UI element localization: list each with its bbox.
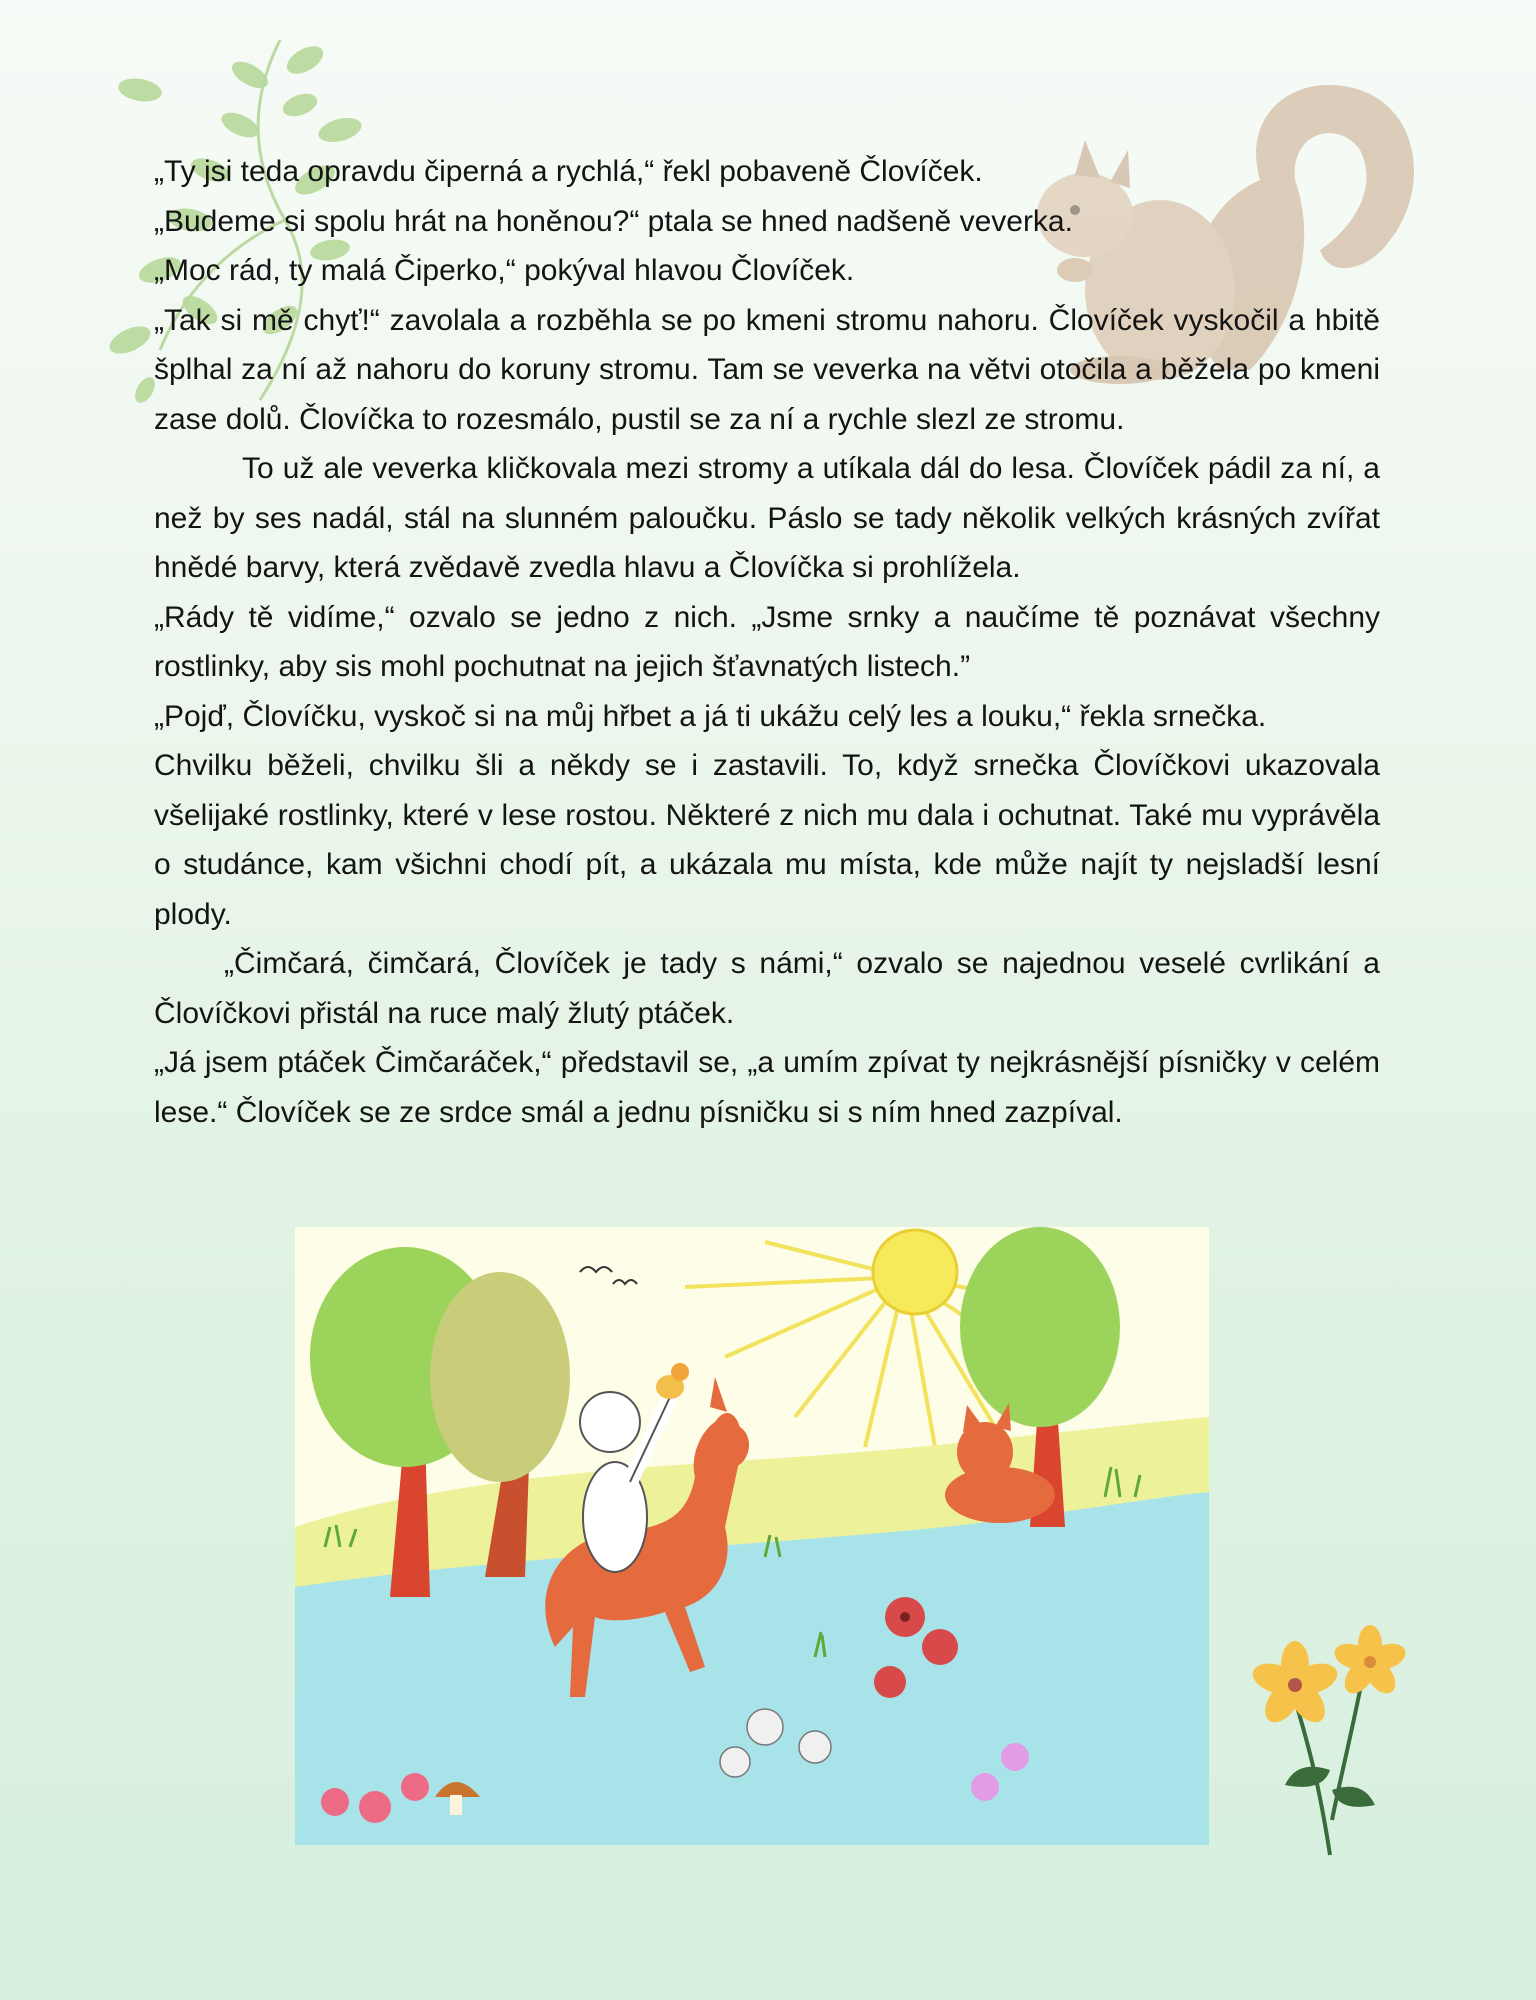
story-line-2: „Budeme si spolu hrát na honěnou?“ ptala se hned nadšeně veverka. — [154, 204, 1073, 238]
story-line-deer-greeting: „Rády tě vidíme,“ ozvalo se jedno z nich. „Jsme srnky a naučíme tě poznávat všechny rostlinky, aby sis mohl pochutnat na jejich šťavnatých listech.” — [154, 600, 1380, 683]
story-paragraph-meadow: To už ale veverka kličkovala mezi stromy a utíkala dál do lesa. Človíček pádil za ní, a než by ses nadál, stál na slunném paloučku. Páslo se tady několik velkých krásných zvířat hnědé barvy, která zvědavě zvedla hlavu a Človíčka si prohlížela. — [154, 452, 1380, 584]
yellow-flower-icon — [1240, 1620, 1420, 1860]
story-text — [154, 147, 1380, 1137]
story-line-1: „Ty jsi teda opravdu čiperná a rychlá,“ řekl pobaveně Človíček. — [154, 155, 983, 188]
story-paragraph-song: „Já jsem ptáček Čimčaráček,“ představil se, „a umím zpívat ty nejkrásnější písničky v celém lese.“ Človíček se ze srdce smál a jednu písničku si s ním hned zazpíval. — [154, 1046, 1380, 1129]
story-paragraph-squirrel: „Tak si mě chyť!“ zavolala a rozběhla se po kmeni stromu nahoru. Človíček vyskočil a hbitě šplhal za ní až nahoru do koruny stromu. Tam se veverka na větvi otočila a běžela po kmeni zase dolů. Človíčka to rozesmálo, pustil se za ní a rychle slezl ze stromu. — [154, 303, 1380, 436]
story-paragraph-bird: „Čimčará, čimčará, Človíček je tady s námi,“ ozvalo se najednou veselé cvrlikání a Človíčkovi přistál na ruce malý žlutý ptáček. — [154, 947, 1380, 1030]
child-riding-deer-drawing — [295, 1227, 1209, 1845]
story-line-3: „Moc rád, ty malá Čiperko,“ pokýval hlavou Človíček. — [154, 254, 855, 287]
story-paragraph-walk: Chvilku běželi, chvilku šli a někdy se i zastavili. To, když srnečka Človíčkovi ukazovala všelijaké rostlinky, které v lese rostou. Některé z nich mu dala i ochutnat. Také mu vyprávěla o studánce, kam všichni chodí pít, a ukázala mu místa, kde může najít ty nejsladší lesní plody. — [154, 749, 1380, 931]
story-line-deer-offer: „Pojď, Človíčku, vyskoč si na můj hřbet a já ti ukážu celý les a louku,“ řekla srnečka. — [154, 699, 1267, 733]
